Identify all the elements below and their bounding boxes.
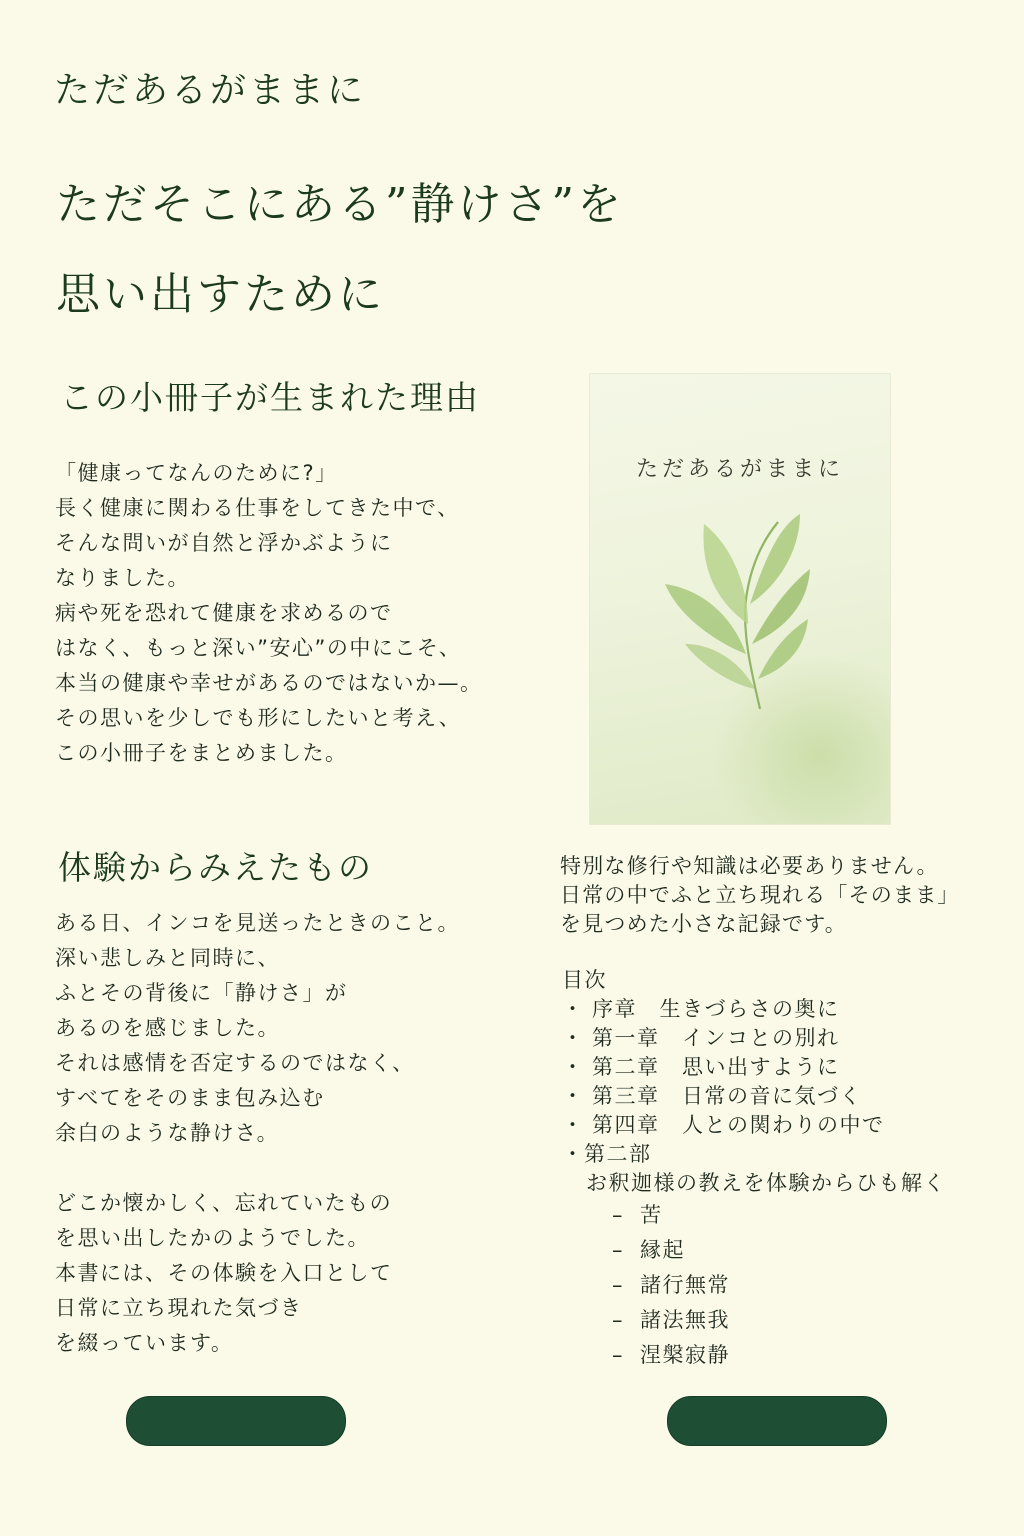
reason-line: なりました。 <box>55 566 190 590</box>
toc-subitem-label: 苦 <box>640 1203 663 1227</box>
bullet: ・ <box>562 1084 585 1108</box>
leaf-sprig-icon <box>660 504 810 714</box>
intro-line: 特別な修行や知識は必要ありません。 <box>560 854 939 878</box>
dash: – <box>612 1343 624 1367</box>
toc-subitem-label: 諸法無我 <box>640 1308 730 1332</box>
toc-subitem-label: 縁起 <box>640 1238 685 1262</box>
booklet-cover-image <box>590 374 890 824</box>
toc-part-title: お釈迦様の教えを体験からひも解く <box>586 1171 946 1195</box>
toc-item[interactable] <box>562 1082 946 1111</box>
intro-text <box>560 852 960 939</box>
cover-title: ただあるがままに <box>635 457 844 482</box>
toc-item[interactable] <box>562 1111 946 1140</box>
toc-item-label: 第二章 思い出すように <box>592 1055 840 1079</box>
experience-section-title: 体験からみえたもの <box>58 848 373 887</box>
toc-subitem[interactable] <box>562 1233 946 1268</box>
reason-line: そんな問いが自然と浮かぶように <box>55 531 393 555</box>
toc-item-label: 序章 生きづらさの奥に <box>592 997 840 1021</box>
right-action-button[interactable] <box>667 1396 887 1446</box>
experience-line: 余白のような静けさ。 <box>55 1121 280 1145</box>
reason-line: 本当の健康や幸せがあるのではないか—。 <box>55 671 483 695</box>
reason-line: 長く健康に関わる仕事をしてきた中で、 <box>55 496 460 520</box>
experience-line: それは感情を否定するのではなく、 <box>55 1051 415 1075</box>
experience-line: 本書には、その体験を入口として <box>55 1261 393 1285</box>
toc-subitem[interactable] <box>562 1338 946 1373</box>
toc-item-label: 第一章 インコとの別れ <box>592 1026 840 1050</box>
experience-line <box>55 1151 460 1186</box>
reason-line: はなく、もっと深い”安心”の中にこそ、 <box>55 636 462 660</box>
toc-item-label: 第三章 日常の音に気づく <box>592 1084 862 1108</box>
dash: – <box>612 1308 624 1332</box>
experience-line: ある日、インコを見送ったときのこと。 <box>55 911 460 935</box>
toc-subitem[interactable] <box>562 1198 946 1233</box>
toc-subitem-label: 諸行無常 <box>640 1273 730 1297</box>
brand-title: ただあるがままに <box>54 70 367 111</box>
dash: – <box>612 1203 624 1227</box>
experience-line: 日常に立ち現れた気づき <box>55 1296 303 1320</box>
experience-line: すべてをそのまま包み込む <box>55 1086 325 1110</box>
reason-line: この小冊子をまとめました。 <box>55 741 348 765</box>
toc-item-label: 第四章 人との関わりの中で <box>592 1113 885 1137</box>
intro-line: を見つめた小さな記録です。 <box>560 912 847 936</box>
experience-line: どこか懐かしく、忘れていたもの <box>55 1191 393 1215</box>
bullet: ・ <box>562 997 585 1021</box>
bullet: ・ <box>562 1026 585 1050</box>
toc-subitem-label: 涅槃寂静 <box>640 1343 730 1367</box>
intro-line: 日常の中でふと立ち現れる「そのまま」 <box>560 883 960 907</box>
experience-body <box>55 906 460 1361</box>
bullet: ・ <box>562 1055 585 1079</box>
toc-item[interactable] <box>562 1053 946 1082</box>
reason-section-title: この小冊子が生まれた理由 <box>60 378 480 417</box>
reason-line: その思いを少しでも形にしたいと考え、 <box>55 706 462 730</box>
left-action-button[interactable] <box>126 1396 346 1446</box>
reason-body <box>55 456 483 771</box>
toc-part-label: 第二部 <box>584 1142 652 1166</box>
table-of-contents <box>562 966 946 1373</box>
dash: – <box>612 1238 624 1262</box>
bullet: ・ <box>562 1142 585 1166</box>
headline-line-1: ただそこにある”静けさ”を <box>56 179 624 230</box>
toc-item[interactable] <box>562 1024 946 1053</box>
reason-line: 「健康ってなんのために?」 <box>55 461 338 485</box>
experience-line: あるのを感じました。 <box>55 1016 280 1040</box>
reason-line: 病や死を恐れて健康を求めるので <box>55 601 393 625</box>
toc-part[interactable] <box>562 1140 946 1169</box>
toc-heading: 目次 <box>562 968 607 992</box>
toc-subitem[interactable] <box>562 1303 946 1338</box>
experience-line: ふとその背後に「静けさ」が <box>55 981 348 1005</box>
headline-line-2: 思い出すために <box>56 269 385 320</box>
experience-line: を綴っています。 <box>55 1331 234 1355</box>
headline <box>56 160 624 340</box>
experience-line: を思い出したかのようでした。 <box>55 1226 370 1250</box>
experience-line: 深い悲しみと同時に、 <box>55 946 280 970</box>
toc-item[interactable] <box>562 995 946 1024</box>
dash: – <box>612 1273 624 1297</box>
bullet: ・ <box>562 1113 585 1137</box>
toc-subitem[interactable] <box>562 1268 946 1303</box>
